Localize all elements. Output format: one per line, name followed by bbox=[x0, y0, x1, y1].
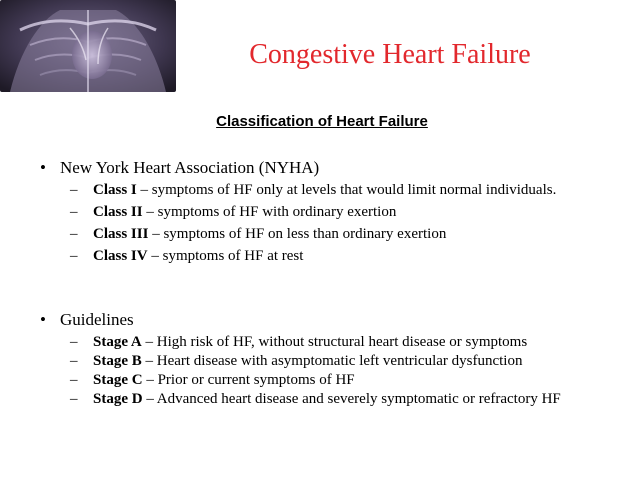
item-term: Class I bbox=[93, 182, 137, 198]
dash-icon: – bbox=[70, 372, 78, 388]
item-text: – Heart disease with asymptomatic left ventricular dysfunction bbox=[141, 353, 523, 369]
list-item bbox=[40, 373, 623, 388]
item-text: – symptoms of HF only at levels that would limit normal individuals. bbox=[136, 182, 557, 198]
dash-icon: – bbox=[70, 391, 78, 407]
slide-title: Congestive Heart Failure bbox=[249, 39, 531, 70]
section-heading-text: Guidelines bbox=[60, 310, 134, 329]
list-item bbox=[40, 227, 623, 242]
item-term: Stage D bbox=[93, 391, 143, 407]
dash-icon: – bbox=[70, 353, 78, 369]
class-list bbox=[40, 183, 620, 264]
section-nyha bbox=[40, 157, 620, 271]
slide-subtitle: Classification of Heart Failure bbox=[216, 113, 428, 130]
list-item bbox=[40, 205, 623, 220]
section-heading bbox=[40, 157, 620, 179]
item-text: – High risk of HF, without structural heart disease or symptoms bbox=[141, 334, 528, 350]
item-text: – symptoms of HF on less than ordinary exertion bbox=[148, 226, 447, 242]
item-term: Class III bbox=[93, 226, 149, 242]
dash-icon: – bbox=[70, 334, 78, 350]
dash-icon: – bbox=[70, 204, 78, 220]
list-item bbox=[40, 335, 623, 350]
dash-icon: – bbox=[70, 248, 78, 264]
list-item bbox=[40, 183, 623, 198]
item-term: Stage C bbox=[93, 372, 143, 388]
item-term: Stage A bbox=[93, 334, 142, 350]
chest-illustration bbox=[0, 0, 176, 92]
item-term: Class IV bbox=[93, 248, 148, 264]
section-heading-text: New York Heart Association (NYHA) bbox=[60, 158, 320, 177]
item-text: – Advanced heart disease and severely symptomatic or refractory HF bbox=[142, 391, 561, 407]
dash-icon: – bbox=[70, 182, 78, 198]
item-text: – Prior or current symptoms of HF bbox=[142, 372, 355, 388]
item-text: – symptoms of HF with ordinary exertion bbox=[142, 204, 397, 220]
list-item bbox=[40, 249, 623, 264]
list-item bbox=[40, 354, 623, 369]
section-heading bbox=[40, 309, 620, 331]
dash-icon: – bbox=[70, 226, 78, 242]
anatomy-chest-image bbox=[0, 0, 176, 92]
stage-list bbox=[40, 335, 620, 407]
item-term: Stage B bbox=[93, 353, 142, 369]
list-item bbox=[40, 392, 623, 407]
bullet-icon: • bbox=[40, 158, 46, 177]
item-text: – symptoms of HF at rest bbox=[147, 248, 304, 264]
section-guidelines bbox=[40, 309, 620, 411]
item-term: Class II bbox=[93, 204, 143, 220]
bullet-icon: • bbox=[40, 310, 46, 329]
